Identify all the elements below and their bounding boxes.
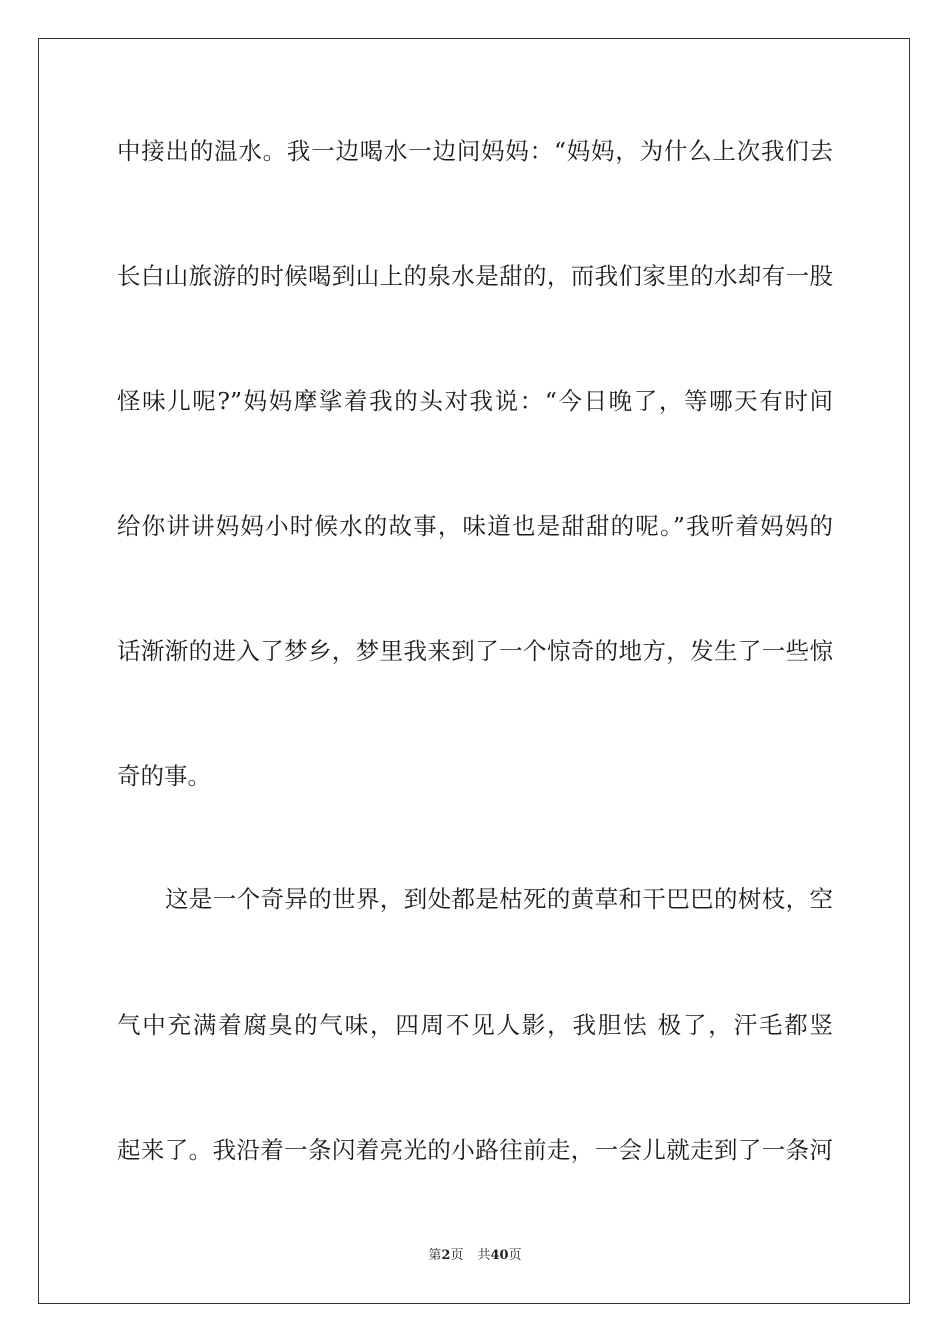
- body-text-line-3: 怪味儿呢?”妈妈摩挲着我的头对我说：“今日晚了，等哪天有时间: [117, 387, 833, 415]
- body-text-line-5: 话渐渐的进入了梦乡，梦里我来到了一个惊奇的地方，发生了一些惊: [117, 637, 833, 665]
- total-label-prefix: 共: [477, 1248, 491, 1263]
- body-text-line-1: 中接出的温水。我一边喝水一边问妈妈：“妈妈，为什么上次我们去: [117, 137, 833, 165]
- body-text-line-4: 给你讲讲妈妈小时候水的故事，味道也是甜甜的呢。”我听着妈妈的: [117, 512, 833, 540]
- page-footer: [0, 1247, 950, 1265]
- page-number: 2: [441, 1248, 451, 1263]
- total-label-suffix: 页: [508, 1248, 522, 1263]
- page-label-prefix: 第: [428, 1248, 442, 1263]
- page-border: [38, 38, 910, 1304]
- body-text-line-6: 奇的事。: [117, 762, 211, 790]
- body-text-line-9: 起来了。我沿着一条闪着亮光的小路往前走，一会儿就走到了一条河: [117, 1136, 833, 1164]
- body-text-line-7: 这是一个奇异的世界，到处都是枯死的黄草和干巴巴的树枝，空: [165, 885, 833, 913]
- body-text-line-2: 长白山旅游的时候喝到山上的泉水是甜的，而我们家里的水却有一股: [117, 262, 833, 290]
- total-pages: 40: [490, 1248, 509, 1263]
- body-text-line-8: 气中充满着腐臭的气味，四周不见人影，我胆怯 极了，汗毛都竖: [117, 1011, 833, 1039]
- page-label-suffix: 页: [450, 1248, 464, 1263]
